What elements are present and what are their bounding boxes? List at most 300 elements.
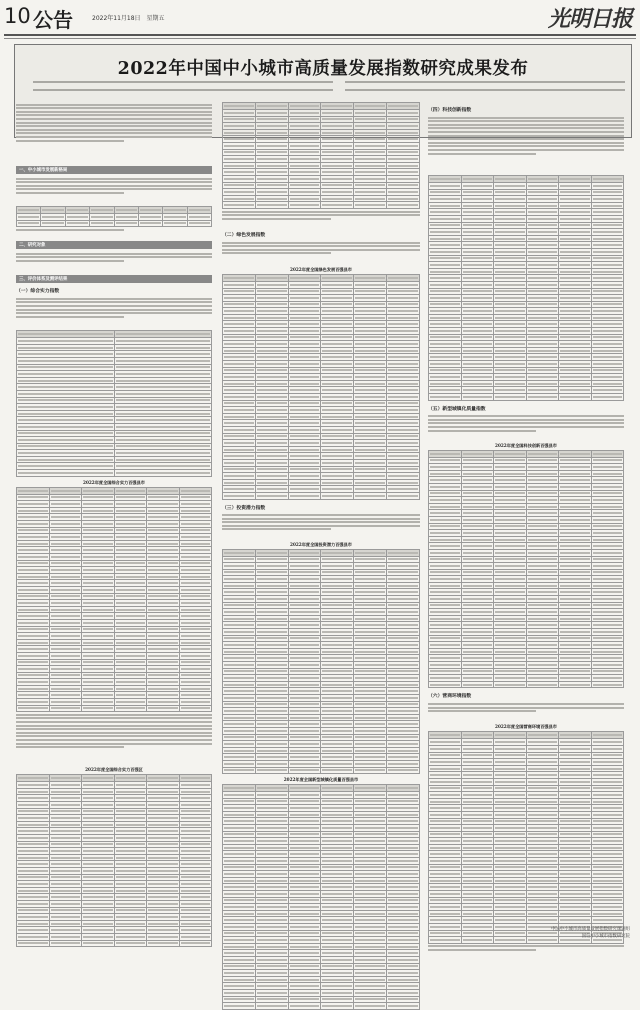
table-row [429,811,624,818]
table-row [17,795,212,802]
table-row [223,655,420,662]
table-row [17,652,212,659]
table-title: 2022年度全国科技创新百强县市 [495,442,557,448]
table-row [429,490,624,497]
table-row [429,851,624,858]
table-row [223,694,420,701]
table-row [223,492,420,499]
table-row [223,714,420,721]
intro-line [33,89,333,91]
paragraph [16,227,212,237]
table-row [429,642,624,649]
ranking-table [222,549,420,775]
table-row [429,523,624,530]
table-row [223,175,420,182]
table-title: 2022年度全国新型城镇化质量百强县市 [283,777,359,783]
table-row [429,871,624,878]
table-row [223,917,420,924]
table-row [429,759,624,766]
table-row [223,380,420,387]
table-row [17,593,212,600]
table-row [429,235,624,242]
table-row [223,884,420,891]
table-row [429,483,624,490]
table-row [429,668,624,675]
subsection-heading-3b: （二）绿色发展指数 [222,231,266,238]
table-row [17,534,212,541]
table-row [429,248,624,255]
table-row [17,501,212,508]
table-row [429,394,624,401]
table-row [223,838,420,845]
table-row [17,828,212,835]
table-row [17,437,212,444]
table-row [17,815,212,822]
table-row [429,569,624,576]
table-row [223,347,420,354]
table-row [429,858,624,865]
table-row [17,470,212,477]
table-row [429,281,624,288]
table-row [17,494,212,501]
table-header-row [223,785,420,792]
table-row [17,672,212,679]
table-row [429,503,624,510]
table-row [223,162,420,169]
table-row [223,182,420,189]
ranking-table [222,102,420,209]
table-row [429,877,624,884]
table-row [223,479,420,486]
table-title: 2022年度全国综合实力百强县市 [83,479,145,485]
table-row [17,639,212,646]
table-row [17,547,212,554]
paragraph [428,944,624,956]
table-row [429,314,624,321]
column-3 [428,102,624,942]
table-row [223,281,420,288]
column-1 [16,102,212,942]
table-row [429,648,624,655]
table-row [429,838,624,845]
table-row [223,394,420,401]
table-row [223,747,420,754]
table-row [223,288,420,295]
table-row [429,576,624,583]
header-rule [4,34,636,36]
summary-table [16,206,212,227]
table-row [17,927,212,934]
table-row [429,745,624,752]
table-row [223,629,420,636]
table-row [223,341,420,348]
table-row [429,629,624,636]
paragraph [222,240,420,264]
table-row [17,463,212,470]
table-header-row [429,176,624,183]
table-row [223,110,420,117]
table-row [223,354,420,361]
table-row [223,413,420,420]
subsection-heading-3d: （四）科技创新指数 [428,107,472,113]
table-row [17,507,212,514]
table-row [17,679,212,686]
table-row [17,619,212,626]
table-row [223,767,420,774]
headline: 2022年中国中小城市高质量发展指数研究成果发布 [117,59,529,79]
table-row [223,721,420,728]
table-row [223,642,420,649]
table-row [223,811,420,818]
table-row [429,662,624,669]
table-row [17,666,212,673]
table-row [223,754,420,761]
table-row [223,818,420,825]
table-row [223,116,420,123]
table-row [429,470,624,477]
table-row [223,202,420,209]
table-row [429,904,624,911]
table-title: 2022年度全国投资潜力百强县市 [290,541,352,547]
table-row [429,295,624,302]
page-header [0,0,640,42]
table-row [17,854,212,861]
indicator-table [16,330,212,476]
table-row [223,433,420,440]
table-row [429,549,624,556]
table-row [223,615,420,622]
table-row [429,582,624,589]
table-row [223,897,420,904]
table-row [429,268,624,275]
table-row [223,446,420,453]
table-row [429,675,624,682]
table-row [223,387,420,394]
page-number: 10 [4,4,31,28]
table-row [17,914,212,921]
table-row [17,214,212,221]
table-row [429,655,624,662]
table-row [17,456,212,463]
table-row [429,242,624,249]
table-row [429,864,624,871]
table-row [17,699,212,706]
table-title: 2022年度全国综合实力百强区 [85,767,143,773]
subsection-heading-3a: （一）综合实力指数 [16,288,60,295]
table-row [223,334,420,341]
table-row [429,543,624,550]
table-row [429,209,624,216]
table-row [223,466,420,473]
table-row [223,589,420,596]
table-row [429,596,624,603]
table-row [17,600,212,607]
table-row [429,884,624,891]
paragraph [222,513,420,539]
table-row [223,923,420,930]
table-row [17,514,212,521]
table-row [429,328,624,335]
table-row [17,357,212,364]
subsection-heading-3e: （五）新型城镇化质量指数 [428,405,486,412]
table-row [429,189,624,196]
table-row [17,894,212,901]
table-row [429,772,624,779]
intro-line [345,81,625,83]
table-row [429,380,624,387]
paragraph [16,296,212,330]
table-row [223,851,420,858]
table-row [223,976,420,983]
table-row [17,900,212,907]
table-row [429,752,624,759]
table-row [429,622,624,629]
table-row [17,364,212,371]
table-row [17,659,212,666]
table-row [429,464,624,471]
subsection-heading-3f: （六）营商环境指数 [428,693,472,700]
intro-line [33,81,333,83]
ranking-table [222,274,420,500]
table-row [223,142,420,149]
table-row [17,646,212,653]
table-row [223,950,420,957]
table-row [429,341,624,348]
table-row [223,602,420,609]
table-row [17,560,212,567]
table-row [17,351,212,358]
table-row [223,420,420,427]
table-row [17,580,212,587]
table-row [429,891,624,898]
table-header-row [17,207,212,214]
table-row [223,930,420,937]
table-row [429,321,624,328]
table-row [429,615,624,622]
table-row [223,864,420,871]
table-header-row [17,775,212,782]
footer-credit-2: 国信中小城市指数研究院 [581,934,630,939]
table-row [223,328,420,335]
table-row [429,215,624,222]
table-title: 2022年度全国绿色发展百强县市 [290,266,352,272]
ranking-table [16,487,212,713]
table-row [223,361,420,368]
table-row [17,377,212,384]
table-row [429,288,624,295]
paragraph [428,414,624,440]
table-row [17,920,212,927]
table-row [429,602,624,609]
table-row [429,202,624,209]
table-row [223,831,420,838]
table-row [429,635,624,642]
table-row [223,156,420,163]
table-row [17,808,212,815]
table-row [17,527,212,534]
table-row [223,609,420,616]
section-heading-3: 三、评价体系及测评结果 [16,275,212,283]
table-row [17,390,212,397]
issue-date: 2022年11月18日 星期五 [92,15,165,22]
table-row [429,347,624,354]
table-row [223,970,420,977]
table-row [17,782,212,789]
table-row [17,338,212,345]
table-row [17,554,212,561]
subsection-heading-3c: （三）投资潜力指数 [222,504,266,511]
table-row [429,301,624,308]
table-row [429,367,624,374]
table-row [429,374,624,381]
table-row [223,295,420,302]
table-row [17,384,212,391]
table-row [17,606,212,613]
table-row [429,917,624,924]
table-row [17,540,212,547]
table-row [429,262,624,269]
table-row [223,956,420,963]
table-row [223,453,420,460]
masthead-logo: 光明日报 [547,6,632,32]
table-row [223,708,420,715]
section-heading-2: 二、研究对象 [16,241,212,249]
table-row [223,668,420,675]
table-row [17,613,212,620]
paragraph [16,712,212,764]
table-row [17,344,212,351]
table-row [223,301,420,308]
table-row [429,818,624,825]
intro-line [345,89,625,91]
column-2 [222,102,420,942]
table-row [429,275,624,282]
paragraph [428,115,624,175]
table-row [17,887,212,894]
table-row [17,867,212,874]
table-row [223,844,420,851]
table-row [223,871,420,878]
table-row [223,1003,420,1010]
table-row [223,374,420,381]
table-row [429,334,624,341]
table-row [223,798,420,805]
table-row [223,996,420,1003]
table-row [17,626,212,633]
table-row [223,473,420,480]
table-row [429,831,624,838]
table-row [429,792,624,799]
table-row [17,397,212,404]
table-row [429,589,624,596]
ranking-table [428,731,624,943]
table-row [223,556,420,563]
table-row [429,530,624,537]
table-row [429,457,624,464]
table-row [17,404,212,411]
table-row [223,576,420,583]
table-row [429,825,624,832]
table-row [223,681,420,688]
table-row [17,633,212,640]
table-row [223,123,420,130]
table-row [17,573,212,580]
table-row [17,586,212,593]
table-row [223,426,420,433]
table-row [429,844,624,851]
table-row [223,169,420,176]
paragraph [428,701,624,721]
ranking-table [428,175,624,401]
table-row [17,567,212,574]
lead-paragraph [16,102,212,162]
table-row [429,497,624,504]
table-header-row [223,549,420,556]
table-row [223,937,420,944]
paragraph [16,176,212,206]
table-row [17,450,212,457]
table-row [17,933,212,940]
table-row [223,910,420,917]
table-row [223,825,420,832]
table-row [17,521,212,528]
table-row [223,662,420,669]
paragraph [16,251,212,271]
section-title: 公告 [33,8,73,32]
table-row [223,195,420,202]
table-row [223,400,420,407]
ranking-table [428,450,624,689]
table-row [429,308,624,315]
table-row [429,778,624,785]
table-row [429,516,624,523]
table-row [17,907,212,914]
table-row [429,229,624,236]
table-row [429,785,624,792]
table-row [223,596,420,603]
table-header-row [223,103,420,110]
table-row [223,136,420,143]
table-row [429,910,624,917]
table-row [223,563,420,570]
table-row [429,255,624,262]
section-heading-1: 一、中小城市发展新格局 [16,166,212,174]
table-row [429,609,624,616]
table-header-row [17,487,212,494]
table-row [429,556,624,563]
table-row [223,635,420,642]
table-row [429,510,624,517]
table-row [17,788,212,795]
table-row [223,189,420,196]
table-row [223,582,420,589]
table-header-row [429,450,624,457]
ranking-table [16,774,212,947]
table-row [17,423,212,430]
table-row [429,183,624,190]
table-row [223,805,420,812]
table-row [223,904,420,911]
table-row [429,354,624,361]
table-row [223,367,420,374]
table-row [223,308,420,315]
table-row [429,765,624,772]
table-header-row [223,274,420,281]
table-row [223,569,420,576]
table-row [223,727,420,734]
ranking-table [222,784,420,1010]
table-row [429,563,624,570]
